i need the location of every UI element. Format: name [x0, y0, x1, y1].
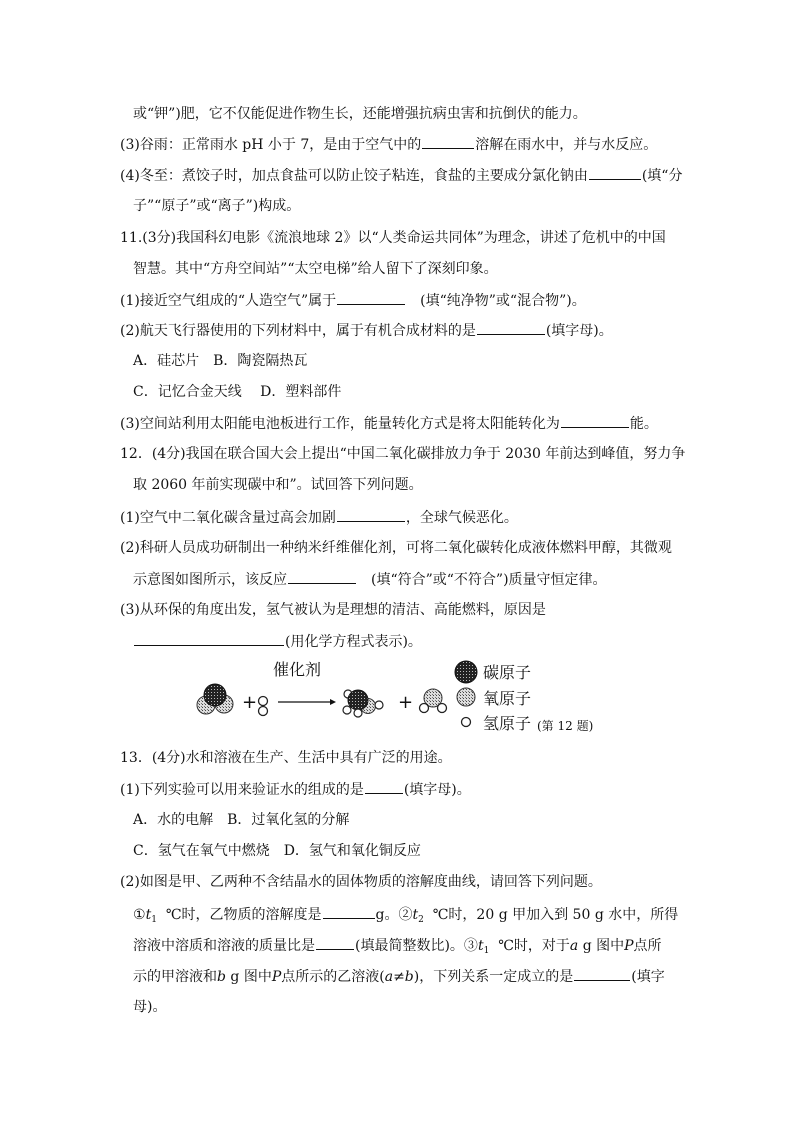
- hydrogen-atom-icon: [343, 706, 351, 714]
- figure-label: (第 12 题): [537, 719, 594, 733]
- answer-blank[interactable]: [316, 935, 354, 950]
- legend-oxygen-icon: [457, 688, 475, 706]
- q13-sub2: 溶液中溶质和溶液的质量比是 (填最简整数比)。$③t_1$ ℃时，对于a g 图中P点所: [133, 935, 662, 961]
- methanol-molecule: [343, 690, 383, 717]
- q12-part3: (3)从环保的角度出发，氢气被认为是理想的清洁、高能燃料，原因是: [120, 602, 546, 618]
- q10-part3: (3)谷雨：正常雨水 pH 小于 7，是由于空气中的 溶解在雨水中，并与水反应。: [120, 134, 657, 155]
- hydrogen-atom-icon: [354, 709, 362, 717]
- q12-stem-cont: 取 2060 年前实现碳中和”。试回答下列问题。: [133, 477, 423, 493]
- answer-blank[interactable]: [323, 904, 375, 919]
- q13-stem: 13．(4分)水和溶液在生产、生活中具有广泛的用途。: [120, 750, 452, 766]
- q13-sub3: 示的甲溶液和b g 图中P点所示的乙溶液(a≠b)，下列关系一定成立的是 (填字: [133, 966, 665, 987]
- plus-sign: +: [398, 692, 414, 713]
- q13-options-cd: C．氢气在氧气中燃烧 D．氢气和氧化铜反应: [133, 843, 421, 859]
- q13-options-ab: A．水的电解 B．过氧化氢的分解: [133, 812, 350, 828]
- q12-part1: (1)空气中二氧化碳含量过高会加剧 ，全球气候恶化。: [120, 507, 518, 528]
- q13-part1: (1)下列实验可以用来验证水的组成的是 (填字母)。: [120, 779, 471, 800]
- answer-blank[interactable]: [589, 165, 641, 180]
- hydrogen-atom-icon: [438, 704, 447, 713]
- water-molecule: [420, 689, 447, 713]
- legend-hydrogen-label: 氢原子: [483, 714, 532, 733]
- answer-blank[interactable]: [574, 966, 630, 981]
- legend-oxygen-label: 氧原子: [483, 689, 532, 708]
- catalyst-label: 催化剂: [273, 660, 322, 679]
- q11-options-cd: C．记忆合金天线 D．塑料部件: [133, 384, 342, 400]
- q10-continuation: 或“钾”)肥，它不仅能促进作物生长，还能增强抗病虫害和抗倒伏的能力。: [133, 106, 587, 122]
- answer-blank[interactable]: [365, 779, 403, 794]
- q11-options-ab: A．硅芯片 B．陶瓷隔热瓦: [133, 353, 308, 369]
- hydrogen-atom-icon: [259, 707, 268, 716]
- hydrogen-atom-icon: [375, 701, 383, 709]
- answer-blank[interactable]: [422, 134, 474, 149]
- hydrogen-atom-icon: [259, 697, 268, 706]
- q12-stem: 12．(4分)我国在联合国大会上提出“中国二氧化碳排放力争于 2030 年前达到峰值，努力争: [120, 446, 686, 462]
- plus-sign: +: [242, 692, 258, 713]
- legend-hydrogen-icon: [462, 718, 471, 727]
- arrow-head-icon: [330, 699, 336, 705]
- q13-sub1: $①t_1$ ℃时，乙物质的溶解度是 g。$②t_2$ ℃时，20 g 甲加入到 50 g 水中，所得: [133, 904, 678, 930]
- q11-part2: (2)航天飞行器使用的下列材料中，属于有机合成材料的是 (填字母)。: [120, 320, 613, 341]
- hydrogen-atom-icon: [420, 704, 429, 713]
- carbon-atom-icon: [348, 690, 368, 710]
- legend-carbon-icon: [455, 661, 477, 683]
- hydrogen-molecule: [259, 697, 268, 716]
- q13-part2: (2)如图是甲、乙两种不含结晶水的固体物质的溶解度曲线，请回答下列问题。: [120, 874, 602, 890]
- answer-blank[interactable]: [477, 320, 545, 335]
- carbon-atom-icon: [204, 684, 226, 706]
- answer-blank[interactable]: [561, 413, 629, 428]
- q11-stem-cont: 智慧。其中“方舟空间站”“太空电梯”给人留下了深刻印象。: [133, 261, 498, 277]
- q12-part2: (2)科研人员成功研制出一种纳米纤维催化剂，可将二氧化碳转化成液体燃料甲醇，其微观: [120, 540, 672, 556]
- answer-blank[interactable]: [337, 507, 405, 522]
- legend-carbon-label: 碳原子: [483, 663, 532, 682]
- reaction-diagram: [190, 656, 750, 736]
- q11-part3: (3)空间站利用太阳能电池板进行工作，能量转化方式是将太阳能转化为 能。: [120, 413, 658, 434]
- carbon-dioxide-molecule: [197, 684, 233, 714]
- q12-part3-cont: (用化学方程式表示)。: [133, 631, 422, 652]
- answer-blank[interactable]: [288, 569, 356, 584]
- q11-stem: 11.(3分)我国科幻电影《流浪地球 2》以“人类命运共同体”为理念，讲述了危机中的中国: [120, 230, 666, 246]
- q11-part1: (1)接近空气组成的“人造空气”属于 (填“纯净物”或“混合物”)。: [120, 290, 586, 311]
- q10-part4: (4)冬至：煮饺子时，加点食盐可以防止饺子粘连，食盐的主要成分氯化钠由 (填“分: [120, 165, 682, 186]
- q12-part2-cont: 示意图如图所示，该反应 (填“符合”或“不符合”)质量守恒定律。: [133, 569, 607, 590]
- answer-blank[interactable]: [134, 631, 284, 646]
- q13-sub3-cont: 母)。: [133, 999, 167, 1015]
- answer-blank[interactable]: [337, 290, 405, 305]
- q10-part4-cont: 子”“原子”或“离子”)构成。: [133, 198, 301, 214]
